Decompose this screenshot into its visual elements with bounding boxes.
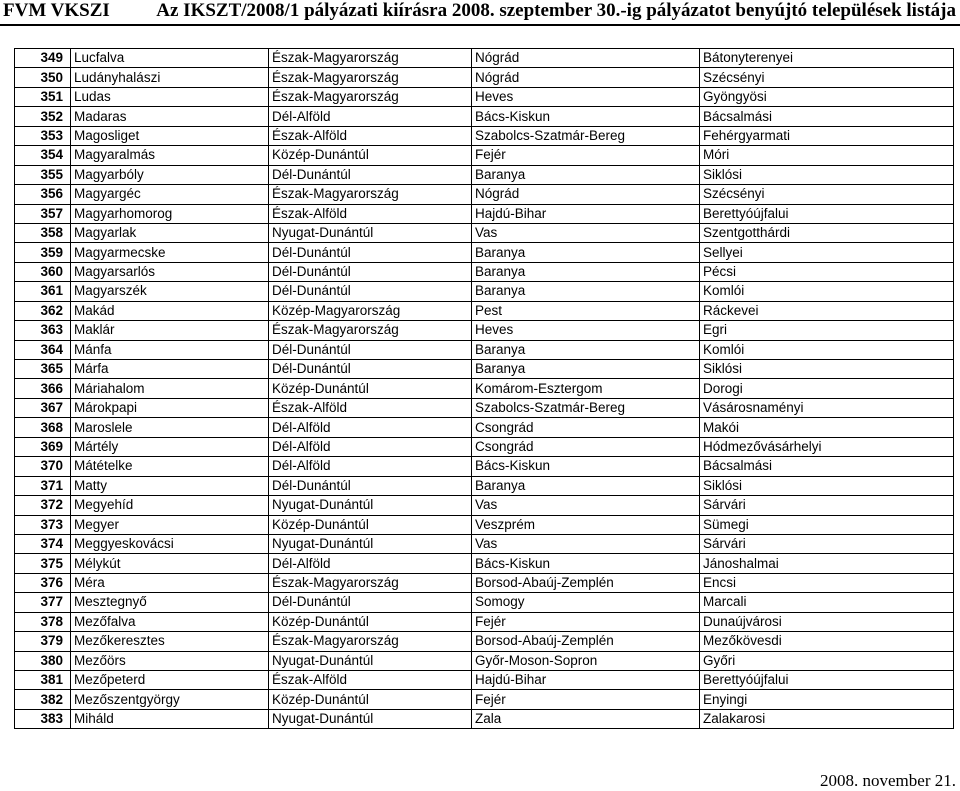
row-number-cell: 355 xyxy=(15,165,71,184)
subregion-cell: Gyöngyösi xyxy=(700,87,954,106)
subregion-cell: Siklósi xyxy=(700,360,954,379)
subregion-cell: Siklósi xyxy=(700,476,954,495)
settlement-name-cell: Mesztegnyő xyxy=(71,593,269,612)
county-cell: Nógrád xyxy=(472,68,700,87)
county-cell: Komárom-Esztergom xyxy=(472,379,700,398)
row-number-cell: 354 xyxy=(15,146,71,165)
row-number-cell: 368 xyxy=(15,418,71,437)
row-number-cell: 362 xyxy=(15,301,71,320)
subregion-cell: Bátonyterenyei xyxy=(700,49,954,68)
settlement-name-cell: Meggyeskovácsi xyxy=(71,534,269,553)
settlement-name-cell: Mánfa xyxy=(71,340,269,359)
table-row xyxy=(15,651,954,670)
table-row xyxy=(15,632,954,651)
table-row xyxy=(15,476,954,495)
subregion-cell: Vásárosnaményi xyxy=(700,398,954,417)
row-number-cell: 349 xyxy=(15,49,71,68)
subregion-cell: Bácsalmási xyxy=(700,107,954,126)
county-cell: Zala xyxy=(472,709,700,728)
county-cell: Hajdú-Bihar xyxy=(472,671,700,690)
region-cell: Nyugat-Dunántúl xyxy=(269,709,472,728)
county-cell: Baranya xyxy=(472,262,700,281)
region-cell: Dél-Dunántúl xyxy=(269,340,472,359)
header-title: Az IKSZT/2008/1 pályázati kiírásra 2008. szeptember 30.-ig pályázatot benyújtó települések listája xyxy=(156,0,956,21)
header-org: FVM VKSZI xyxy=(3,0,110,21)
row-number-cell: 379 xyxy=(15,632,71,651)
table-row xyxy=(15,146,954,165)
region-cell: Észak-Magyarország xyxy=(269,68,472,87)
subregion-cell: Dorogi xyxy=(700,379,954,398)
row-number-cell: 359 xyxy=(15,243,71,262)
region-cell: Dél-Dunántúl xyxy=(269,476,472,495)
county-cell: Borsod-Abaúj-Zemplén xyxy=(472,632,700,651)
settlement-name-cell: Mezőfalva xyxy=(71,612,269,631)
region-cell: Közép-Dunántúl xyxy=(269,146,472,165)
settlement-name-cell: Makád xyxy=(71,301,269,320)
county-cell: Baranya xyxy=(472,476,700,495)
table-row xyxy=(15,262,954,281)
region-cell: Nyugat-Dunántúl xyxy=(269,496,472,515)
table-row xyxy=(15,223,954,242)
settlement-name-cell: Megyehíd xyxy=(71,496,269,515)
settlement-name-cell: Matty xyxy=(71,476,269,495)
county-cell: Baranya xyxy=(472,282,700,301)
table-row xyxy=(15,671,954,690)
subregion-cell: Szentgotthárdi xyxy=(700,223,954,242)
row-number-cell: 352 xyxy=(15,107,71,126)
row-number-cell: 382 xyxy=(15,690,71,709)
table-row xyxy=(15,204,954,223)
row-number-cell: 356 xyxy=(15,185,71,204)
row-number-cell: 367 xyxy=(15,398,71,417)
table-row xyxy=(15,68,954,87)
row-number-cell: 375 xyxy=(15,554,71,573)
row-number-cell: 363 xyxy=(15,321,71,340)
region-cell: Közép-Dunántúl xyxy=(269,612,472,631)
row-number-cell: 353 xyxy=(15,126,71,145)
region-cell: Dél-Dunántúl xyxy=(269,165,472,184)
county-cell: Fejér xyxy=(472,612,700,631)
region-cell: Dél-Dunántúl xyxy=(269,593,472,612)
subregion-cell: Mezőkövesdi xyxy=(700,632,954,651)
region-cell: Dél-Alföld xyxy=(269,107,472,126)
subregion-cell: Sümegi xyxy=(700,515,954,534)
settlement-name-cell: Maklár xyxy=(71,321,269,340)
row-number-cell: 376 xyxy=(15,573,71,592)
subregion-cell: Encsi xyxy=(700,573,954,592)
region-cell: Dél-Dunántúl xyxy=(269,360,472,379)
settlement-name-cell: Lucfalva xyxy=(71,49,269,68)
settlement-name-cell: Mezőörs xyxy=(71,651,269,670)
settlement-name-cell: Ludas xyxy=(71,87,269,106)
page-header xyxy=(0,0,960,26)
region-cell: Észak-Alföld xyxy=(269,671,472,690)
region-cell: Dél-Alföld xyxy=(269,418,472,437)
subregion-cell: Hódmezővásárhelyi xyxy=(700,437,954,456)
subregion-cell: Pécsi xyxy=(700,262,954,281)
subregion-cell: Siklósi xyxy=(700,165,954,184)
table-row xyxy=(15,126,954,145)
row-number-cell: 360 xyxy=(15,262,71,281)
row-number-cell: 369 xyxy=(15,437,71,456)
subregion-cell: Enyingi xyxy=(700,690,954,709)
table-row xyxy=(15,554,954,573)
subregion-cell: Szécsényi xyxy=(700,185,954,204)
region-cell: Dél-Dunántúl xyxy=(269,243,472,262)
row-number-cell: 371 xyxy=(15,476,71,495)
region-cell: Észak-Magyarország xyxy=(269,185,472,204)
table-row xyxy=(15,87,954,106)
subregion-cell: Dunaújvárosi xyxy=(700,612,954,631)
table-row xyxy=(15,593,954,612)
region-cell: Dél-Alföld xyxy=(269,437,472,456)
settlement-name-cell: Magyarmecske xyxy=(71,243,269,262)
row-number-cell: 381 xyxy=(15,671,71,690)
table-row xyxy=(15,457,954,476)
table-row xyxy=(15,515,954,534)
row-number-cell: 380 xyxy=(15,651,71,670)
county-cell: Fejér xyxy=(472,690,700,709)
region-cell: Nyugat-Dunántúl xyxy=(269,534,472,553)
table-row xyxy=(15,107,954,126)
county-cell: Bács-Kiskun xyxy=(472,554,700,573)
county-cell: Vas xyxy=(472,534,700,553)
row-number-cell: 365 xyxy=(15,360,71,379)
settlement-name-cell: Magyarsarlós xyxy=(71,262,269,281)
table-row xyxy=(15,165,954,184)
footer-date: 2008. november 21. xyxy=(820,771,956,790)
settlement-name-cell: Mezőszentgyörgy xyxy=(71,690,269,709)
subregion-cell: Berettyóújfalui xyxy=(700,204,954,223)
table-row xyxy=(15,301,954,320)
county-cell: Szabolcs-Szatmár-Bereg xyxy=(472,398,700,417)
county-cell: Nógrád xyxy=(472,49,700,68)
row-number-cell: 383 xyxy=(15,709,71,728)
region-cell: Közép-Dunántúl xyxy=(269,515,472,534)
county-cell: Fejér xyxy=(472,146,700,165)
settlement-name-cell: Madaras xyxy=(71,107,269,126)
region-cell: Észak-Alföld xyxy=(269,126,472,145)
county-cell: Baranya xyxy=(472,243,700,262)
settlement-name-cell: Miháld xyxy=(71,709,269,728)
table-row xyxy=(15,321,954,340)
table-row xyxy=(15,573,954,592)
settlement-name-cell: Magyargéc xyxy=(71,185,269,204)
subregion-cell: Sárvári xyxy=(700,534,954,553)
subregion-cell: Bácsalmási xyxy=(700,457,954,476)
county-cell: Baranya xyxy=(472,165,700,184)
settlement-name-cell: Magosliget xyxy=(71,126,269,145)
county-cell: Csongrád xyxy=(472,437,700,456)
settlement-table xyxy=(14,48,954,729)
table-row xyxy=(15,243,954,262)
subregion-cell: Berettyóújfalui xyxy=(700,671,954,690)
row-number-cell: 378 xyxy=(15,612,71,631)
row-number-cell: 361 xyxy=(15,282,71,301)
region-cell: Észak-Alföld xyxy=(269,398,472,417)
region-cell: Észak-Alföld xyxy=(269,204,472,223)
settlement-name-cell: Magyarhomorog xyxy=(71,204,269,223)
county-cell: Baranya xyxy=(472,360,700,379)
settlement-name-cell: Márokpapi xyxy=(71,398,269,417)
region-cell: Közép-Dunántúl xyxy=(269,379,472,398)
county-cell: Pest xyxy=(472,301,700,320)
county-cell: Bács-Kiskun xyxy=(472,457,700,476)
county-cell: Heves xyxy=(472,321,700,340)
region-cell: Dél-Dunántúl xyxy=(269,282,472,301)
subregion-cell: Marcali xyxy=(700,593,954,612)
region-cell: Észak-Magyarország xyxy=(269,49,472,68)
table-row xyxy=(15,379,954,398)
subregion-cell: Jánoshalmai xyxy=(700,554,954,573)
region-cell: Dél-Alföld xyxy=(269,554,472,573)
settlement-name-cell: Mélykút xyxy=(71,554,269,573)
settlement-name-cell: Ludányhalászi xyxy=(71,68,269,87)
region-cell: Dél-Alföld xyxy=(269,457,472,476)
table-row xyxy=(15,398,954,417)
row-number-cell: 357 xyxy=(15,204,71,223)
row-number-cell: 374 xyxy=(15,534,71,553)
table-row xyxy=(15,534,954,553)
county-cell: Vas xyxy=(472,496,700,515)
county-cell: Vas xyxy=(472,223,700,242)
county-cell: Veszprém xyxy=(472,515,700,534)
subregion-cell: Sellyei xyxy=(700,243,954,262)
table-row xyxy=(15,185,954,204)
settlement-name-cell: Méra xyxy=(71,573,269,592)
region-cell: Közép-Magyarország xyxy=(269,301,472,320)
settlement-name-cell: Magyaralmás xyxy=(71,146,269,165)
region-cell: Észak-Magyarország xyxy=(269,632,472,651)
row-number-cell: 358 xyxy=(15,223,71,242)
row-number-cell: 351 xyxy=(15,87,71,106)
row-number-cell: 350 xyxy=(15,68,71,87)
table-row xyxy=(15,612,954,631)
county-cell: Somogy xyxy=(472,593,700,612)
row-number-cell: 364 xyxy=(15,340,71,359)
county-cell: Baranya xyxy=(472,340,700,359)
subregion-cell: Komlói xyxy=(700,282,954,301)
row-number-cell: 377 xyxy=(15,593,71,612)
settlement-name-cell: Máriahalom xyxy=(71,379,269,398)
table-row xyxy=(15,709,954,728)
region-cell: Nyugat-Dunántúl xyxy=(269,651,472,670)
county-cell: Bács-Kiskun xyxy=(472,107,700,126)
county-cell: Győr-Moson-Sopron xyxy=(472,651,700,670)
county-cell: Hajdú-Bihar xyxy=(472,204,700,223)
subregion-cell: Ráckevei xyxy=(700,301,954,320)
settlement-name-cell: Maroslele xyxy=(71,418,269,437)
table-row xyxy=(15,49,954,68)
region-cell: Észak-Magyarország xyxy=(269,87,472,106)
table-row xyxy=(15,496,954,515)
subregion-cell: Zalakarosi xyxy=(700,709,954,728)
subregion-cell: Sárvári xyxy=(700,496,954,515)
settlement-name-cell: Mezőpeterd xyxy=(71,671,269,690)
row-number-cell: 366 xyxy=(15,379,71,398)
region-cell: Dél-Dunántúl xyxy=(269,262,472,281)
settlement-table-body xyxy=(15,49,954,729)
table-row xyxy=(15,418,954,437)
settlement-name-cell: Mezőkeresztes xyxy=(71,632,269,651)
row-number-cell: 370 xyxy=(15,457,71,476)
settlement-name-cell: Megyer xyxy=(71,515,269,534)
subregion-cell: Móri xyxy=(700,146,954,165)
subregion-cell: Komlói xyxy=(700,340,954,359)
county-cell: Borsod-Abaúj-Zemplén xyxy=(472,573,700,592)
subregion-cell: Makói xyxy=(700,418,954,437)
subregion-cell: Egri xyxy=(700,321,954,340)
row-number-cell: 373 xyxy=(15,515,71,534)
region-cell: Észak-Magyarország xyxy=(269,573,472,592)
subregion-cell: Szécsényi xyxy=(700,68,954,87)
region-cell: Nyugat-Dunántúl xyxy=(269,223,472,242)
settlement-name-cell: Magyarszék xyxy=(71,282,269,301)
settlement-name-cell: Mátételke xyxy=(71,457,269,476)
row-number-cell: 372 xyxy=(15,496,71,515)
county-cell: Csongrád xyxy=(472,418,700,437)
county-cell: Nógrád xyxy=(472,185,700,204)
settlement-name-cell: Magyarlak xyxy=(71,223,269,242)
county-cell: Heves xyxy=(472,87,700,106)
settlement-name-cell: Magyarbóly xyxy=(71,165,269,184)
table-row xyxy=(15,282,954,301)
table-row xyxy=(15,690,954,709)
settlement-name-cell: Mártély xyxy=(71,437,269,456)
table-row xyxy=(15,360,954,379)
table-row xyxy=(15,340,954,359)
table-row xyxy=(15,437,954,456)
subregion-cell: Fehérgyarmati xyxy=(700,126,954,145)
subregion-cell: Győri xyxy=(700,651,954,670)
region-cell: Észak-Magyarország xyxy=(269,321,472,340)
county-cell: Szabolcs-Szatmár-Bereg xyxy=(472,126,700,145)
region-cell: Közép-Dunántúl xyxy=(269,690,472,709)
settlement-name-cell: Márfa xyxy=(71,360,269,379)
